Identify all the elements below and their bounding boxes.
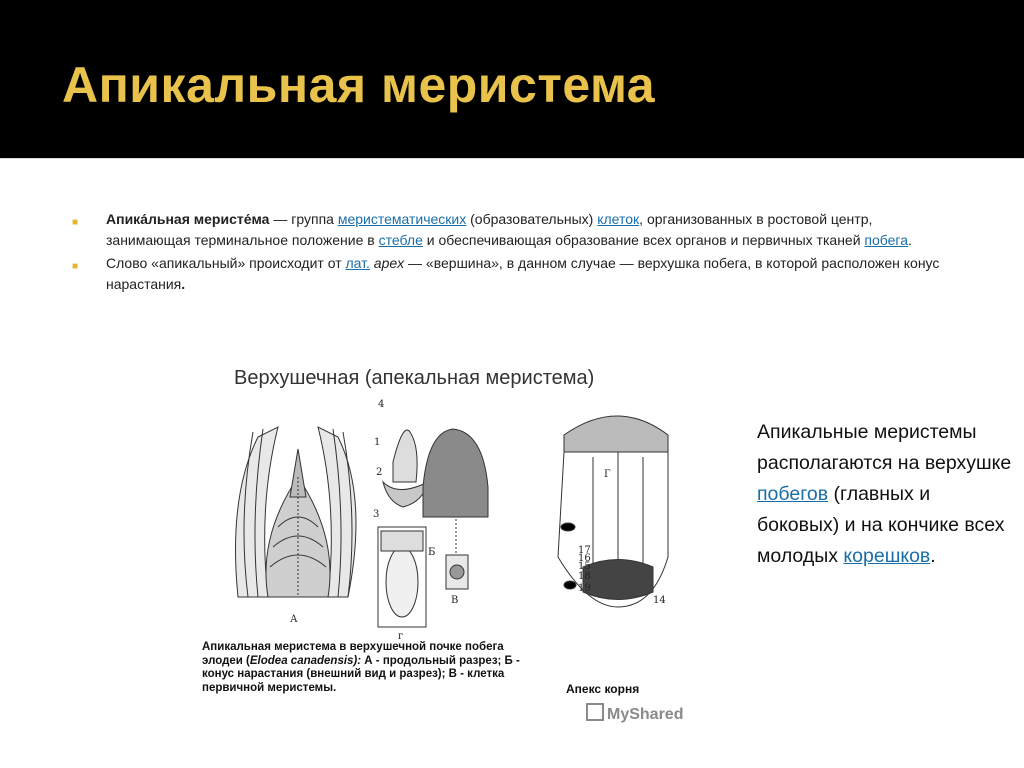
cone-section-drawing bbox=[423, 429, 488, 557]
bullet-square-icon: ■ bbox=[72, 261, 79, 272]
bullet-item-definition: ■ Апика́льная мeристе́ма — группа меристематических (образовательных) клеток, организованных в ростовой центр, занимающая терминальное положение в стебле и обеспечивающая образование всех органов и первичных тканей побега. bbox=[72, 211, 912, 248]
label-17: 17 bbox=[578, 545, 591, 556]
label-b: Б bbox=[428, 547, 436, 558]
meristem-figure bbox=[198, 357, 684, 737]
root-apex-caption: Апекс корня bbox=[566, 682, 640, 696]
label-a: А bbox=[290, 614, 298, 625]
label-4: 4 bbox=[378, 399, 385, 410]
cell-drawing bbox=[378, 527, 468, 627]
label-g-small: г bbox=[398, 631, 404, 642]
figure-caption: Апикальная меристема в верхушечной почке побега элодеи (Elodea canadensis): А - продольный разрез; Б - конус нарастания (внешний вид и разрез); В - клетка первичной меристемы. bbox=[202, 641, 520, 694]
growth-cone-drawing bbox=[383, 430, 428, 507]
bud-section-drawing bbox=[236, 427, 357, 597]
myshared-logo-icon bbox=[586, 703, 604, 721]
label-18: 18 bbox=[578, 571, 591, 582]
bullet-square-icon: ■ bbox=[72, 217, 79, 228]
link-latin[interactable]: лат. bbox=[345, 255, 370, 271]
label-3: 3 bbox=[373, 509, 380, 520]
bullet-item-etymology: ■ Слово «апикальный» происходит от лат. apex — «вершина», в данном случае — верхушка побега, в которой расположен конус нарастания. bbox=[72, 255, 940, 292]
label-15: 15 bbox=[578, 561, 591, 572]
label-v: В bbox=[451, 595, 459, 606]
side-note: Апикальные меристемы располагаются на верхушке побегов (главных и боковых) и на кончике всех молодых корешков. bbox=[757, 421, 1012, 567]
link-stem[interactable]: стебле bbox=[378, 232, 423, 248]
link-shoot[interactable]: побега bbox=[864, 232, 909, 248]
link-meristematic[interactable]: меристематических bbox=[337, 211, 467, 227]
figure-title: Верхушечная (апекальная меристема) bbox=[234, 367, 595, 389]
definition-term: Апика́льная мeристе́ма bbox=[106, 211, 270, 227]
slide-title: Апикальная меристема bbox=[62, 57, 656, 113]
slide-content bbox=[0, 158, 1024, 768]
label-14: 14 bbox=[653, 595, 666, 606]
label-2: 2 bbox=[376, 467, 383, 478]
bullet-list bbox=[72, 209, 952, 297]
link-shoots[interactable]: побегов bbox=[757, 483, 829, 505]
label-19: 19 bbox=[578, 583, 591, 594]
label-1: 1 bbox=[374, 437, 381, 448]
label-g: Г bbox=[604, 469, 611, 480]
latin-word: apex bbox=[373, 255, 405, 271]
label-16: 16 bbox=[578, 553, 591, 564]
link-roots[interactable]: корешков bbox=[843, 545, 931, 567]
watermark: MyShared bbox=[586, 703, 683, 724]
root-apex-drawing bbox=[558, 416, 668, 607]
slide-header bbox=[0, 0, 1024, 158]
link-cells[interactable]: клеток bbox=[597, 211, 640, 227]
